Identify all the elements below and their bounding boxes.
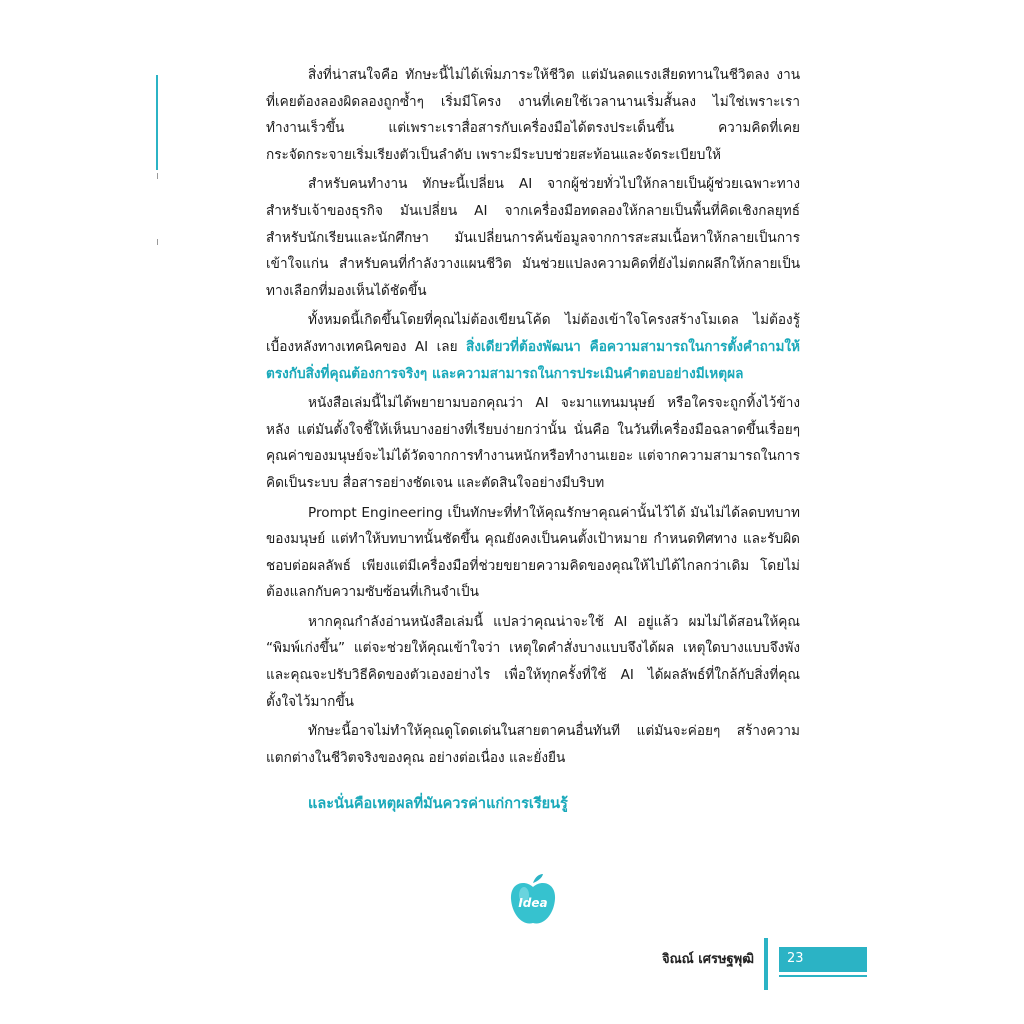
apple-idea-logo-icon [508,873,558,927]
paragraph-2: สำหรับคนทำงาน ทักษะนี้เปลี่ยน AI จากผู้ช่วยทั่วไปให้กลายเป็นผู้ช่วยเฉพาะทาง สำหรับเจ้าของธุรกิจ มันเปลี่ยน AI จากเครื่องมือทดลองให้กลายเป็นพื้นที่คิดเชิงกลยุทธ์ สำหรับนักเรียนและนักศึกษา มันเปลี่ยนการค้นข้อมูลจากการสะสมเนื้อหาให้กลายเป็นการเข้าใจแก่น สำหรับคนที่กำลังวางแผนชีวิต มันช่วยแปลงความคิดที่ยังไม่ตกผลึกให้กลายเป็นทางเลือกที่มองเห็นได้ชัดขึ้น [266,176,800,299]
author-name: จิณณ์ เศรษฐพุฒิ [662,952,754,967]
paragraph-1: สิ่งที่น่าสนใจคือ ทักษะนี้ไม่ได้เพิ่มภาระให้ชีวิต แต่มันลดแรงเสียดทานในชีวิตลง งานที่เคยต้องลองผิดลองถูกซ้ำๆ เริ่มมีโครง งานที่เคยใช้เวลานานเริ่มสั้นลง ไม่ใช่เพราะเราทำงานเร็วขึ้น แต่เพราะเราสื่อสารกับเครื่องมือได้ตรงประเด็นขึ้น ความคิดที่เคยกระจัดกระจายเริ่มเรียงตัวเป็นลำดับ เพราะมีระบบช่วยสะท้อนและจัดระเบียบให้ [266,67,800,163]
footer-divider [764,938,768,990]
paragraph-6: หากคุณกำลังอ่านหนังสือเล่มนี้ แปลว่าคุณน่าจะใช้ AI อยู่แล้ว ผมไม่ได้สอนให้คุณ “พิมพ์เก่งขึ้น” แต่จะช่วยให้คุณเข้าใจว่า เหตุใดคำสั่งบางแบบจึงได้ผล เหตุใดบางแบบจึงพัง และคุณจะปรับวิธีคิดของตัวเองอย่างไร เพื่อให้ทุกครั้งที่ใช้ AI ได้ผลลัพธ์ที่ใกล้กับสิ่งที่คุณตั้งใจไว้มากขึ้น [266,613,800,710]
paragraph-3-text: ทั้งหมดนี้เกิดขึ้นโดยที่คุณไม่ต้องเขียนโค้ด ไม่ต้องเข้าใจโครงสร้างโมเดล ไม่ต้องรู้เบื้องหลังทางเทคนิคของ AI เลย [266,312,800,355]
paragraph-7: ทักษะนี้อาจไม่ทำให้คุณดูโดดเด่นในสายตาคนอื่นทันที แต่มันจะค่อยๆ สร้างความแตกต่างในชีวิตจริงของคุณ อย่างต่อเนื่อง และยั่งยืน [266,723,800,766]
margin-accent-bar [156,75,158,170]
page-number: 23 [787,951,804,966]
page-number-underline [779,975,867,977]
paragraph-4: หนังสือเล่มนี้ไม่ได้พยายามบอกคุณว่า AI จะมาแทนมนุษย์ หรือใครจะถูกทิ้งไว้ข้างหลัง แต่มันตั้งใจชี้ให้เห็นบางอย่างที่เรียบง่ายกว่านั้น นั่นคือ ในวันที่เครื่องมือฉลาดขึ้นเรื่อยๆ คุณค่าของมนุษย์จะไม่ได้วัดจากการทำงานหนักหรือทำงานเยอะ แต่จากความสามารถในการคิดเป็นระบบ สื่อสารอย่างชัดเจน และตัดสินใจอย่างมีบริบท [266,395,800,491]
page-number-badge [779,947,867,972]
margin-tick [157,239,158,245]
highlighted-statement: สิ่งเดียวที่ต้องพัฒนา คือความสามารถในการตั้งคำถามให้ตรงกับสิ่งที่คุณต้องการจริงๆ และความสามารถในการประเมินคำตอบอย่างมีเหตุผล [266,338,801,382]
paragraph-3 [266,307,800,387]
logo-text: Idea [518,896,548,910]
margin-tick [157,173,158,179]
closing-statement: และนั่นคือเหตุผลที่มันควรค่าแก่การเรียนรู้ [308,796,568,813]
paragraph-5: Prompt Engineering เป็นทักษะที่ทำให้คุณรักษาคุณค่านั้นไว้ได้ มันไม่ได้ลดบทบาทของมนุษย์ แต่ทำให้บทบาทนั้นชัดขึ้น คุณยังคงเป็นคนตั้งเป้าหมาย กำหนดทิศทาง และรับผิดชอบต่อผลลัพธ์ เพียงแต่มีเครื่องมือที่ช่วยขยายความคิดของคุณให้ไปได้ไกลกว่าเดิม โดยไม่ต้องแลกกับความซับซ้อนที่เกินจำเป็น [266,504,800,601]
page-body [266,62,800,818]
